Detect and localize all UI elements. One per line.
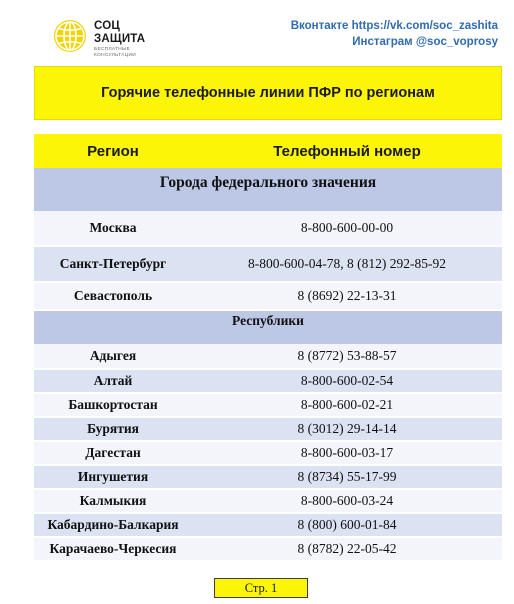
section-republics: Республики xyxy=(34,311,502,344)
region-cell: Дагестан xyxy=(85,445,141,460)
region-cell: Ингушетия xyxy=(77,469,149,484)
table-row xyxy=(34,418,502,442)
phone-cell: 8 (3012) 29-14-14 xyxy=(297,421,397,436)
region-cell: Кабардино-Балкария xyxy=(47,517,179,532)
logo-subtitle-line1: БЕСПЛАТНЫЕ xyxy=(94,47,131,52)
logo xyxy=(52,16,162,62)
logo-title-line2: ЗАЩИТА xyxy=(94,33,146,45)
table-row xyxy=(34,344,502,370)
column-header-region: Регион xyxy=(87,142,139,160)
table-row xyxy=(34,466,502,490)
table-row xyxy=(34,538,502,562)
instagram-link[interactable]: Инстаграм @soc_voprosy xyxy=(352,36,498,48)
region-cell: Севастополь xyxy=(73,288,153,303)
table-row xyxy=(34,247,502,283)
globe-icon xyxy=(52,18,88,54)
table-row xyxy=(34,394,502,418)
logo-subtitle xyxy=(94,47,154,58)
table-row xyxy=(34,490,502,514)
phone-cell: 8 (8782) 22-05-42 xyxy=(297,541,397,556)
phone-cell: 8-800-600-03-24 xyxy=(300,493,394,508)
logo-subtitle-line2: КОНСУЛЬТАЦИИ xyxy=(94,52,136,58)
region-cell: Калмыкия xyxy=(79,493,147,508)
social-links xyxy=(291,18,498,50)
region-cell: Карачаево-Черкесия xyxy=(49,541,177,556)
phone-cell: 8-800-600-02-54 xyxy=(300,373,394,388)
phone-cell: 8-800-600-02-21 xyxy=(300,397,394,412)
region-cell: Бурятия xyxy=(87,421,139,436)
region-cell: Алтай xyxy=(93,373,133,388)
page-title: Горячие телефонные линии ПФР по регионам xyxy=(101,85,435,101)
logo-title xyxy=(94,20,145,46)
phone-cell: 8 (8772) 53-88-57 xyxy=(297,348,397,363)
logo-title-line1: СОЦ xyxy=(94,20,120,32)
table-row xyxy=(34,442,502,466)
column-header-phone: Телефонный номер xyxy=(273,142,421,160)
table-row xyxy=(34,370,502,394)
table-header xyxy=(34,134,502,168)
region-cell: Москва xyxy=(89,220,137,235)
page-number: Стр. 1 xyxy=(214,578,308,598)
section-federal-cities: Города федерального значения xyxy=(34,168,502,211)
region-cell: Башкортостан xyxy=(68,397,158,412)
table-row xyxy=(34,211,502,247)
hotlines-table xyxy=(34,134,502,562)
title-banner xyxy=(34,66,502,120)
vk-link[interactable]: Вконтакте https://vk.com/soc_zashita xyxy=(290,20,498,32)
phone-cell: 8 (800) 600-01-84 xyxy=(297,517,397,532)
table-row xyxy=(34,514,502,538)
phone-cell: 8-800-600-00-00 xyxy=(300,220,394,235)
region-cell: Адыгея xyxy=(89,348,137,363)
phone-cell: 8 (8692) 22-13-31 xyxy=(297,288,397,303)
phone-cell: 8-800-600-03-17 xyxy=(300,445,394,460)
phone-cell: 8 (8734) 55-17-99 xyxy=(297,469,397,484)
region-cell: Санкт-Петербург xyxy=(59,256,167,271)
table-row xyxy=(34,283,502,311)
phone-cell: 8-800-600-04-78, 8 (812) 292-85-92 xyxy=(248,256,446,271)
